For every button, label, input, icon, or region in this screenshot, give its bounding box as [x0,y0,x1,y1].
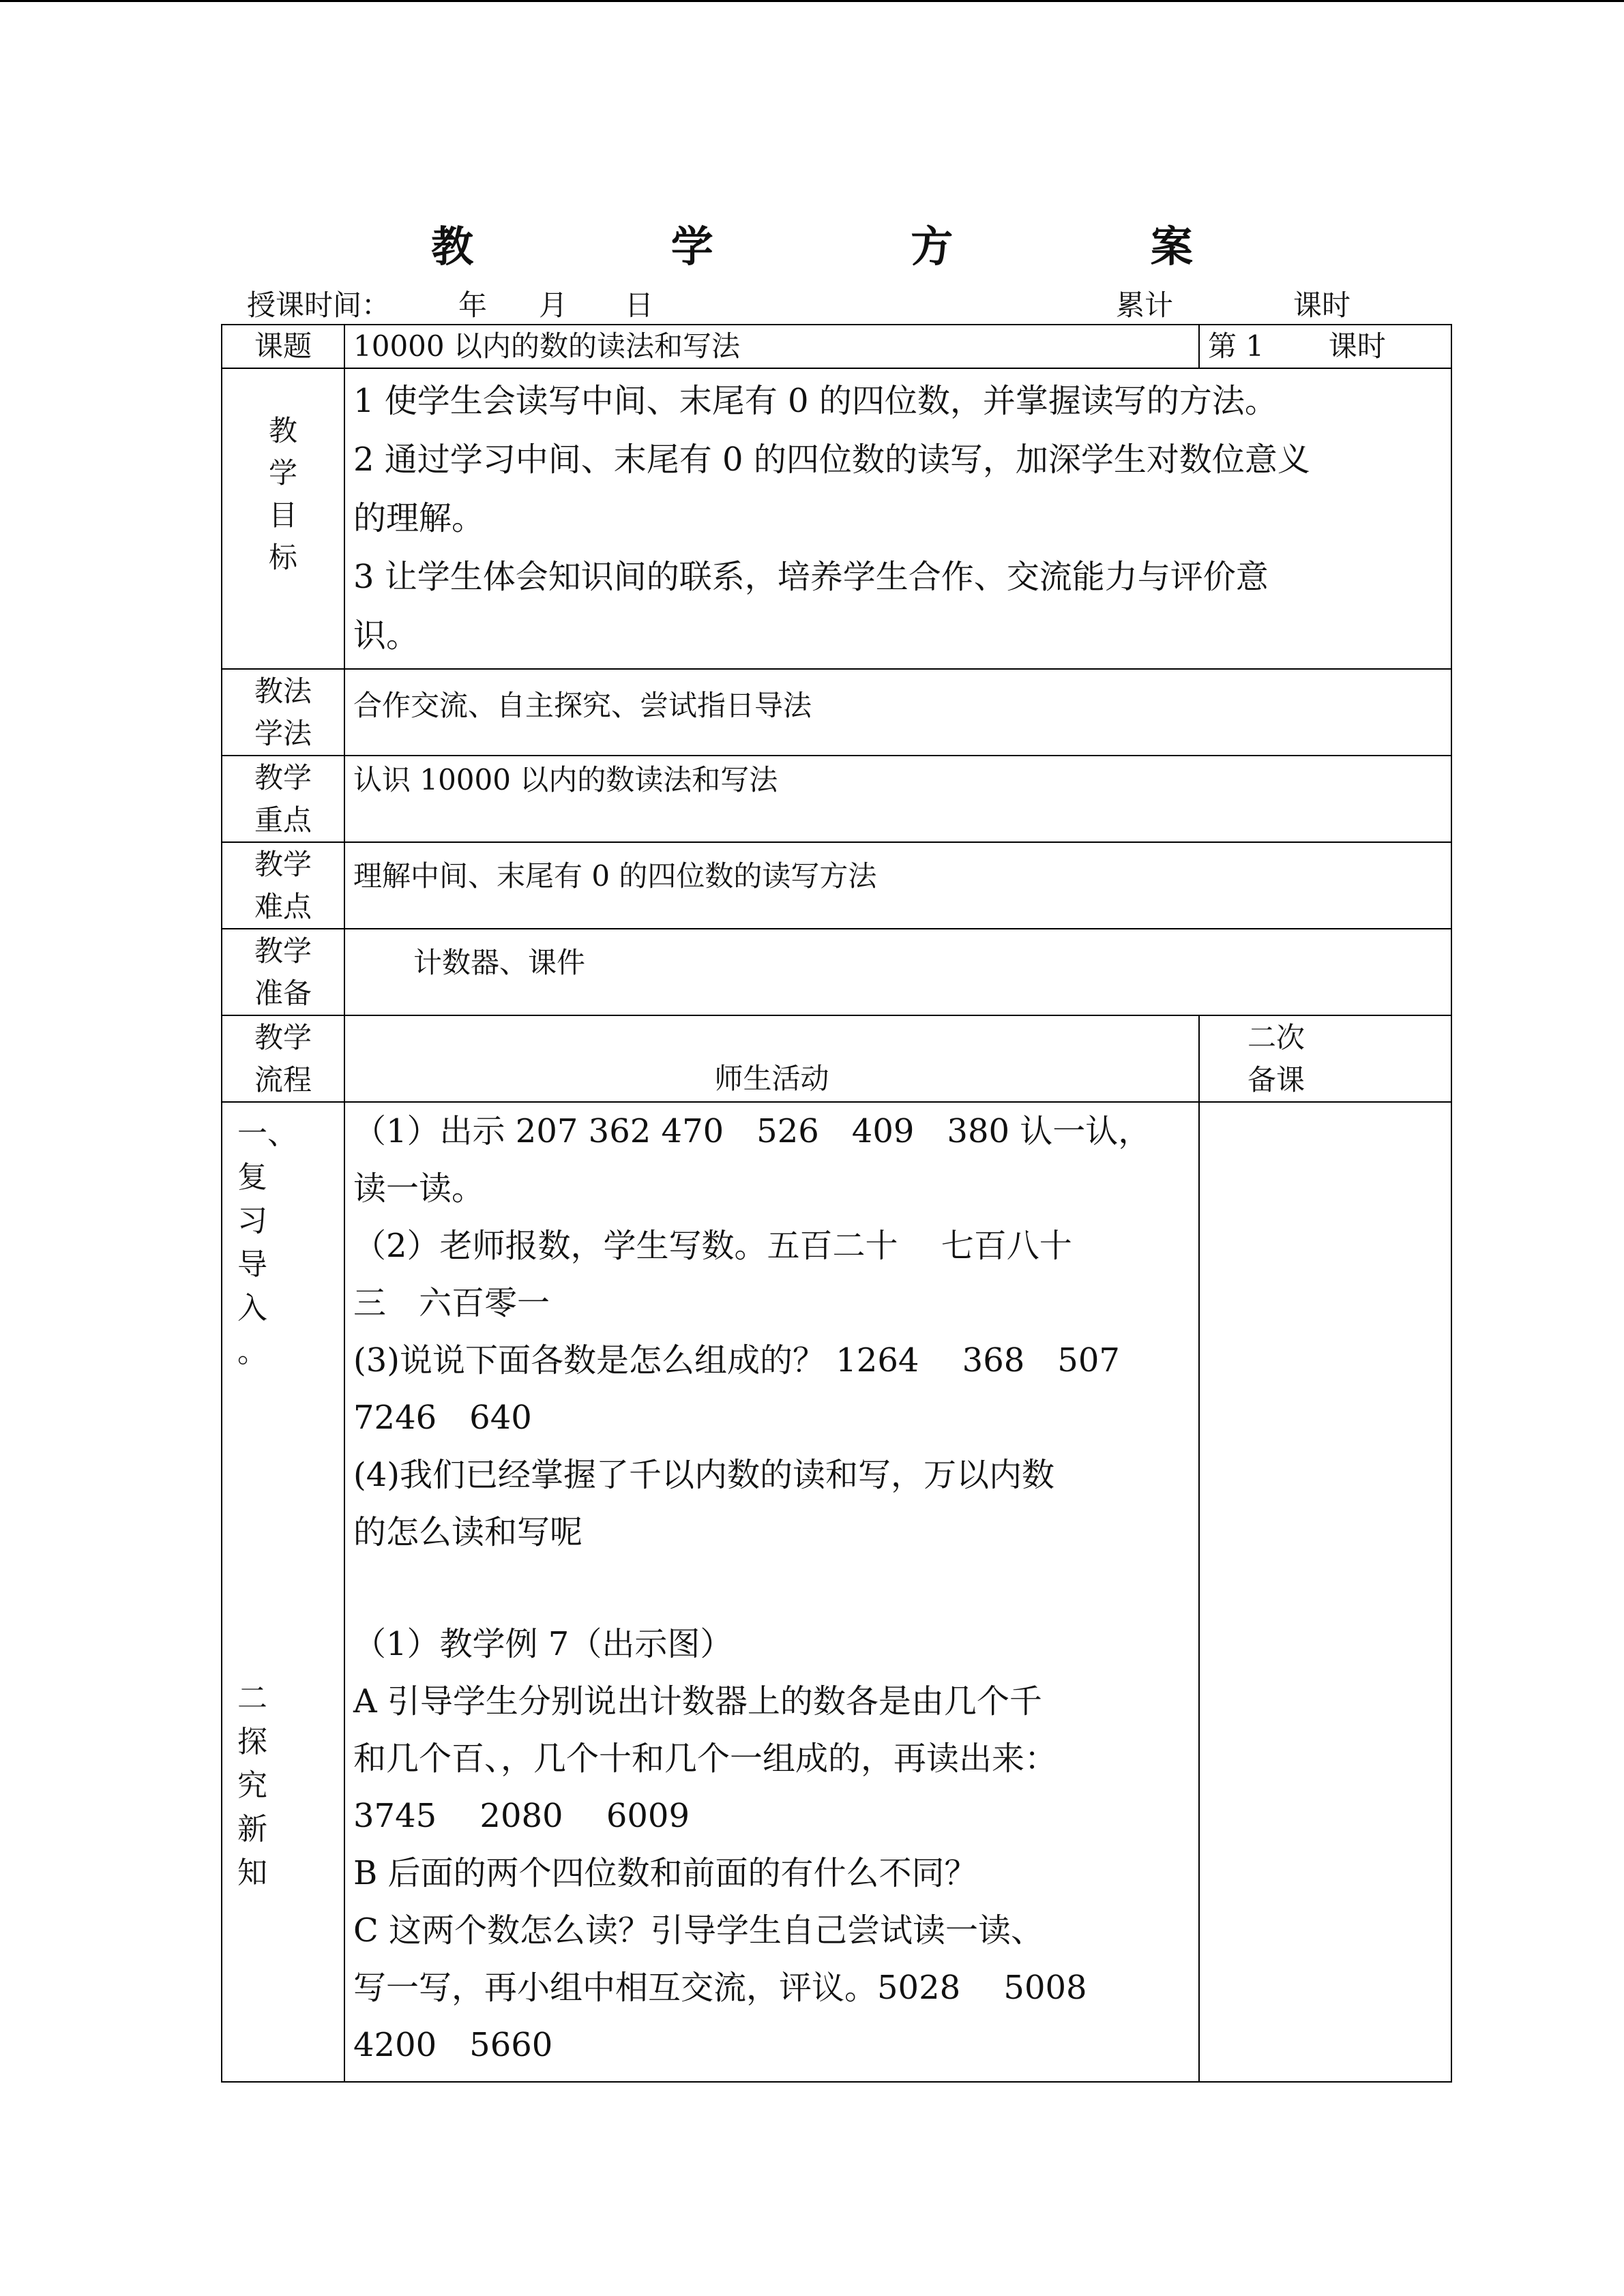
period-unit: 课时 [1328,329,1386,363]
goal-line: 1 使学生会读写中间、末尾有 0 的四位数，并掌握读写的方法。 [353,382,1278,420]
review-line: (3)说说下面各数是怎么组成的？ 1264 368 507 [353,1341,1120,1380]
methods-value: 合作交流、自主探究、尝试指日导法 [344,669,1451,756]
section-explore-label: 二 探 究 新 知 [237,1681,267,1890]
difficulties-row [222,842,1451,929]
topic-row [222,325,1451,368]
top-border-line [0,0,1624,2]
document-title: 教 学 方 案 [431,222,1284,271]
review-line: (4)我们已经掌握了千以内数的读和写，万以内数 [353,1456,1054,1494]
process-header-row [222,1015,1451,1102]
activity-header: 师生活动 [344,1015,1199,1102]
explore-line: A 引导学生分别说出计数器上的数各是由几个千 [353,1682,1042,1720]
period-number: 第 1 [1208,329,1265,363]
methods-row [222,669,1451,756]
period-number-cell [1199,325,1451,368]
preparation-label: 教学 准备 [222,929,344,1015]
explore-line: B 后面的两个四位数和前面的有什么不同？ [353,1854,977,1892]
goals-row [222,368,1451,669]
goal-line: 识。 [353,616,419,655]
review-line: 7246 640 [353,1399,532,1437]
review-line: （2）老师报数，学生写数。五百二十 七百八十 [353,1227,1072,1265]
goal-line: 3 让学生体会知识间的联系，培养学生合作、交流能力与评价意 [353,558,1269,596]
key-points-label: 教学 重点 [222,756,344,842]
section-review-label: 一、 复 习 导 入 。 [237,1116,297,1369]
activity-content [344,1102,1199,2082]
preparation-row [222,929,1451,1015]
day-label: 日 [625,288,654,322]
period-label: 课时 [1293,288,1351,322]
explore-line: 3745 2080 6009 [353,1797,690,1835]
goal-line: 的理解。 [353,499,485,537]
second-prep-content [1199,1102,1451,2082]
topic-label: 课题 [222,325,344,368]
review-line: （1）出示 207 362 470 526 409 380 认一认， [353,1112,1151,1150]
second-prep-header: 二次 备课 [1199,1015,1451,1102]
explore-line: C 这两个数怎么读？引导学生自己尝试读一读、 [353,1911,1044,1950]
key-points-value: 认识 10000 以内的数读法和写法 [344,756,1451,842]
year-label: 年 [458,288,488,322]
content-row [222,1102,1451,2082]
total-label: 累计 [1116,288,1174,322]
explore-line: 4200 5660 [353,2026,553,2064]
month-label: 月 [539,288,568,322]
goals-content [344,368,1451,669]
review-line: 读一读。 [353,1169,485,1208]
explore-line: （1）教学例 7（出示图） [353,1625,733,1663]
goals-label: 教 学 目 标 [222,368,344,669]
class-time-label: 授课时间： [247,288,391,322]
review-line: 三 六百零一 [353,1284,550,1322]
preparation-value: 计数器、课件 [344,929,1451,1015]
review-line: 的怎么读和写呢 [353,1513,583,1551]
difficulties-label: 教学 难点 [222,842,344,929]
methods-label: 教法 学法 [222,669,344,756]
explore-line: 写一写，再小组中相互交流，评议。5028 5008 [353,1969,1087,2007]
explore-line: 和几个百、，几个十和几个一组成的，再读出来： [353,1740,1058,1778]
goal-line: 2 通过学习中间、末尾有 0 的四位数的读写，加深学生对数位意义 [353,441,1310,479]
key-points-row [222,756,1451,842]
lesson-plan-table [221,324,1452,2083]
topic-value: 10000 以内的数的读法和写法 [344,325,1199,368]
difficulties-value: 理解中间、末尾有 0 的四位数的读写方法 [344,842,1451,929]
section-labels [222,1102,344,2082]
process-label: 教学 流程 [222,1015,344,1102]
